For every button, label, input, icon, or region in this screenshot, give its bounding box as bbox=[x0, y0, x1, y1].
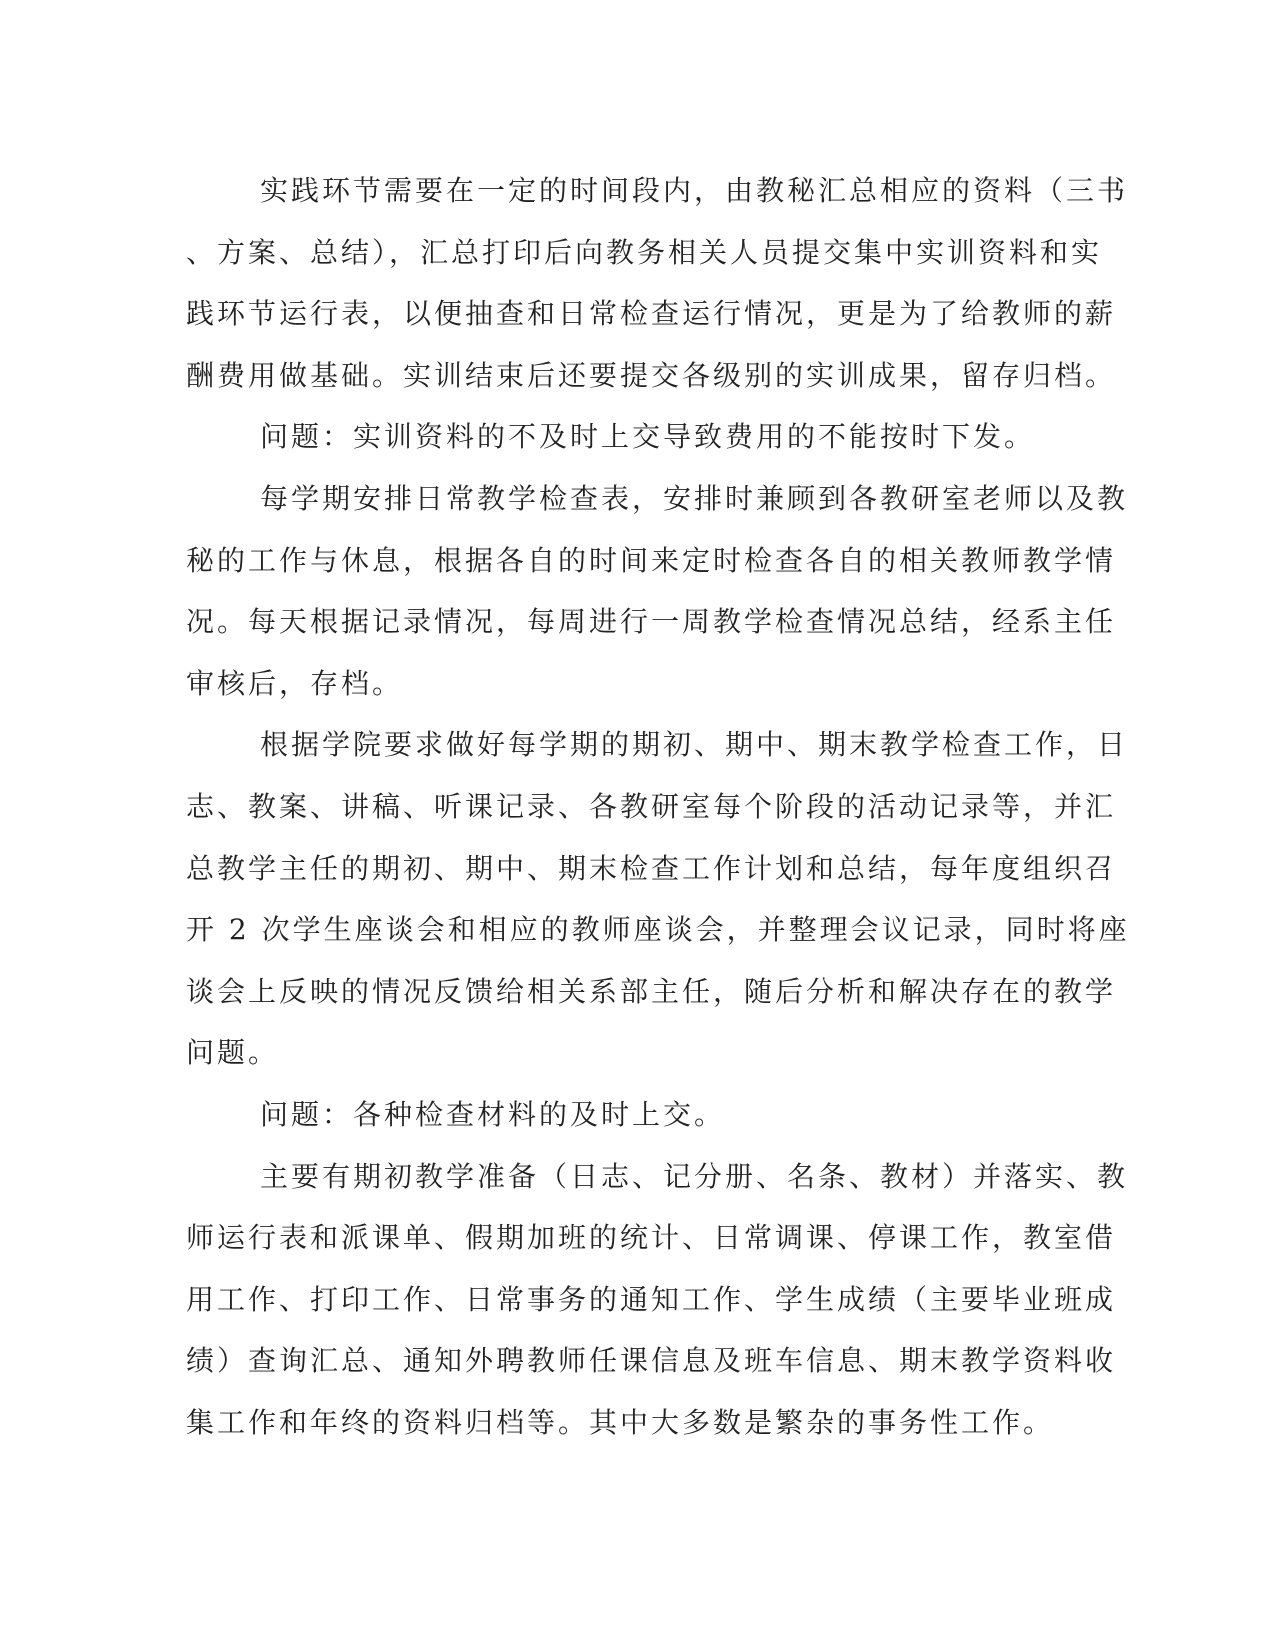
text-line: 谈会上反映的情况反馈给相关系部主任，随后分析和解决存在的教学 bbox=[186, 974, 1117, 1008]
paragraph-practice-materials bbox=[186, 160, 1129, 406]
text-line: 开 2 次学生座谈会和相应的教师座谈会，并整理会议记录，同时将座 bbox=[186, 913, 1130, 947]
text-line: 况。每天根据记录情况，每周进行一周教学检查情况总结，经系主任 bbox=[186, 605, 1117, 639]
paragraph-routine-duties bbox=[186, 1146, 1129, 1454]
text-line: 问题。 bbox=[186, 1036, 280, 1070]
paragraph-term-inspection bbox=[186, 714, 1130, 1084]
text-line: 每学期安排日常教学检查表，安排时兼顾到各教研室老师以及教 bbox=[260, 481, 1129, 515]
document-body bbox=[186, 160, 1130, 1453]
text-line: 用工作、打印工作、日常事务的通知工作、学生成绩（主要毕业班成 bbox=[186, 1282, 1117, 1316]
text-line: 、方案、总结），汇总打印后向教务相关人员提交集中实训资料和实 bbox=[186, 235, 1103, 269]
text-line: 酬费用做基础。实训结束后还要提交各级别的实训成果，留存归档。 bbox=[186, 358, 1117, 392]
paragraph-issue-training-materials bbox=[186, 406, 1066, 468]
text-line: 审核后，存档。 bbox=[186, 666, 404, 700]
text-line: 师运行表和派课单、假期加班的统计、日常调课、停课工作，教室借 bbox=[186, 1221, 1117, 1255]
text-line: 根据学院要求做好每学期的期初、期中、期末教学检查工作，日 bbox=[260, 728, 1129, 762]
text-line: 总教学主任的期初、期中、期末检查工作计划和总结，每年度组织召 bbox=[186, 851, 1117, 885]
text-line: 绩）查询汇总、通知外聘教师任课信息及班车信息、期末教学资料收 bbox=[186, 1344, 1117, 1378]
text-line: 集工作和年终的资料归档等。其中大多数是繁杂的事务性工作。 bbox=[186, 1405, 1055, 1439]
text-line: 主要有期初教学准备（日志、记分册、名条、教材）并落实、教 bbox=[260, 1159, 1129, 1193]
paragraph-issue-inspection-materials bbox=[186, 1084, 1066, 1146]
text-line: 践环节运行表，以便抽查和日常检查运行情况，更是为了给教师的薪 bbox=[186, 297, 1117, 331]
text-line: 问题：实训资料的不及时上交导致费用的不能按时下发。 bbox=[260, 420, 1036, 454]
paragraph-daily-inspection bbox=[186, 468, 1129, 714]
text-line: 问题：各种检查材料的及时上交。 bbox=[260, 1097, 726, 1131]
text-line: 秘的工作与休息，根据各自的时间来定时检查各自的相关教师教学情 bbox=[186, 543, 1117, 577]
text-line: 志、教案、讲稿、听课记录、各教研室每个阶段的活动记录等，并汇 bbox=[186, 789, 1117, 823]
text-line: 实践环节需要在一定的时间段内，由教秘汇总相应的资料（三书 bbox=[260, 174, 1129, 207]
